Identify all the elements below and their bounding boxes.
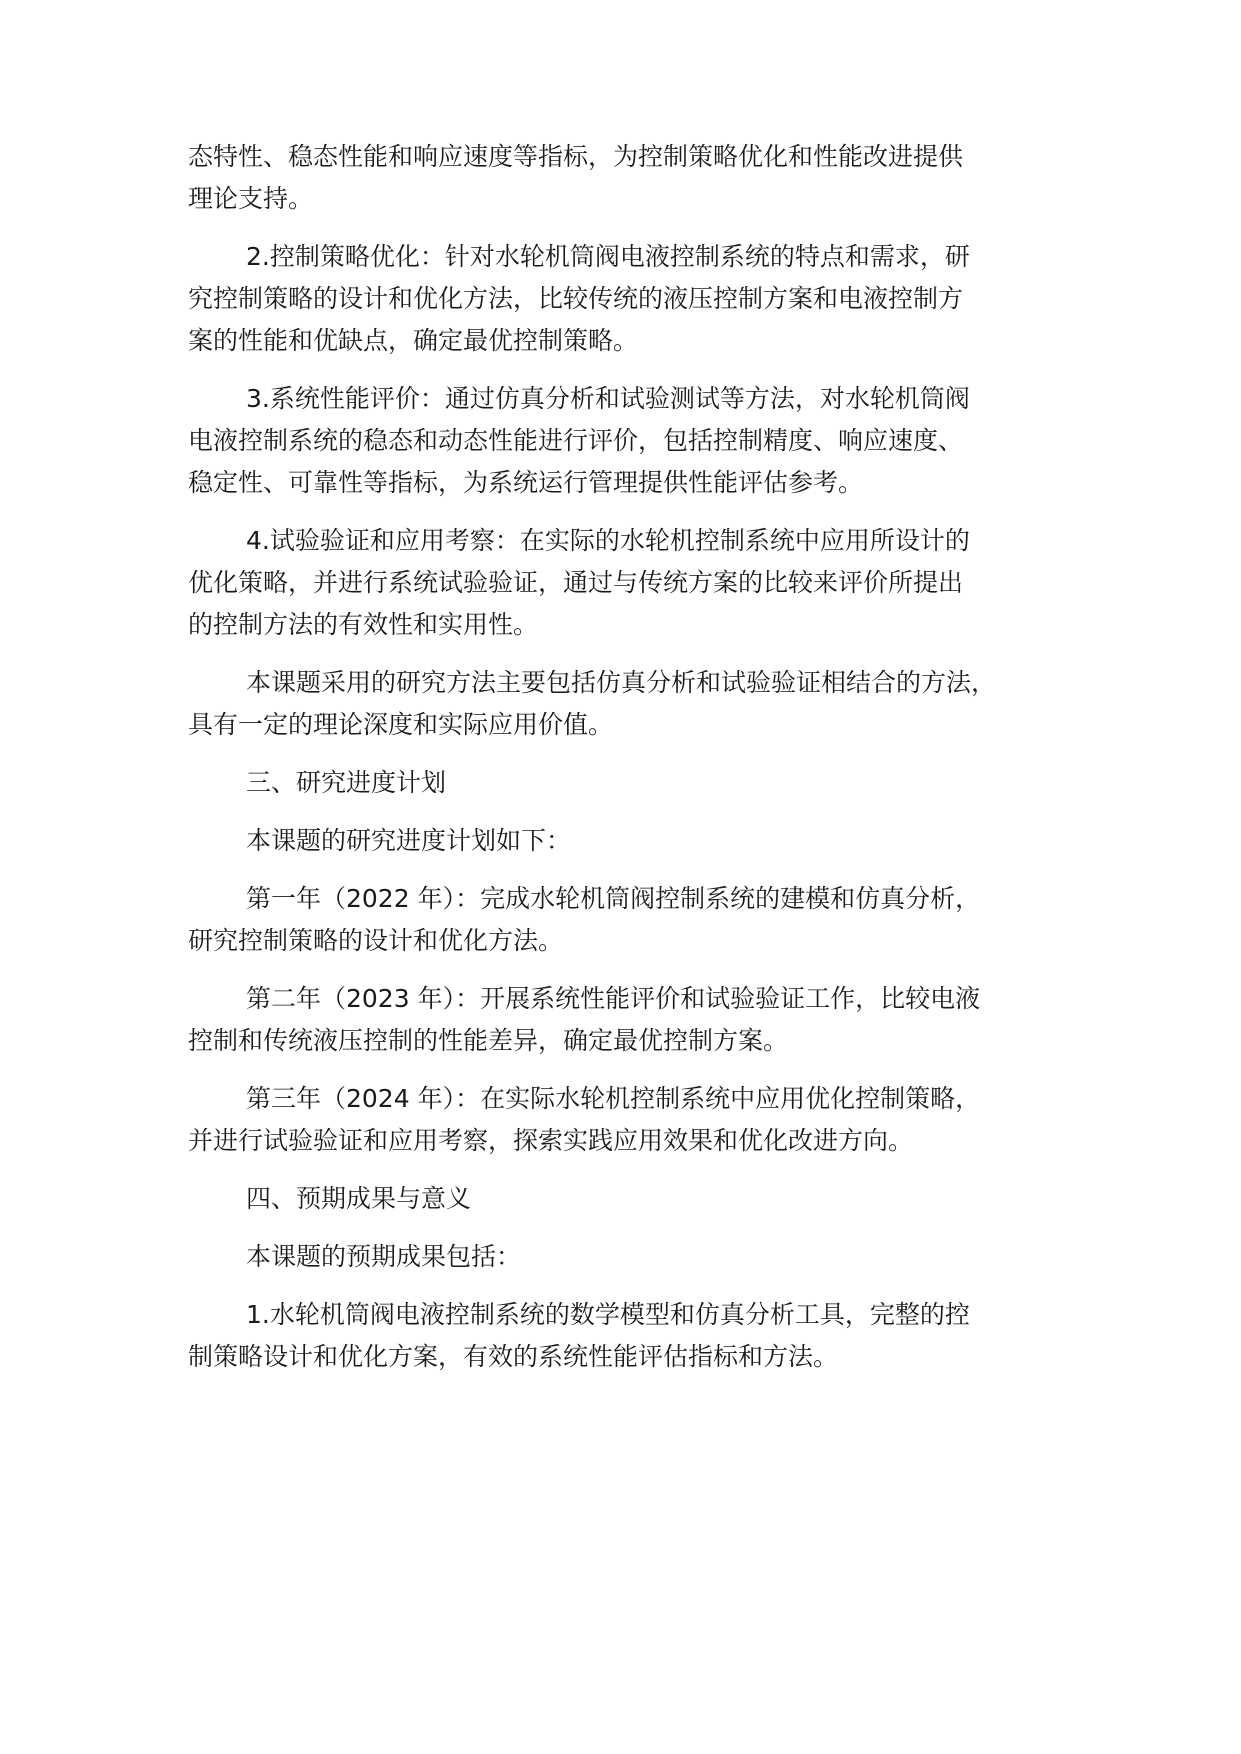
paragraph-line: 控制和传统液压控制的性能差异，确定最优控制方案。 xyxy=(188,1026,789,1055)
paragraph-line: 具有一定的理论深度和实际应用价值。 xyxy=(188,710,614,739)
paragraph-line: 理论支持。 xyxy=(188,184,314,213)
paragraph-line: 优化策略，并进行系统试验验证，通过与传统方案的比较来评价所提出 xyxy=(188,568,964,597)
paragraph-line: 并进行试验验证和应用考察，探索实践应用效果和优化改进方向。 xyxy=(188,1126,914,1155)
paragraph-line: 态特性、稳态性能和响应速度等指标，为控制策略优化和性能改进提供 xyxy=(188,142,964,171)
paragraph-line: 究控制策略的设计和优化方法，比较传统的液压控制方案和电液控制方 xyxy=(188,284,964,313)
paragraph-line: 制策略设计和优化方案，有效的系统性能评估指标和方法。 xyxy=(188,1342,839,1371)
paragraph-line: 4.试验验证和应用考察：在实际的水轮机控制系统中应用所设计的 xyxy=(246,526,970,555)
paragraph-line: 3.系统性能评价：通过仿真分析和试验测试等方法，对水轮机筒阀 xyxy=(246,384,970,413)
paragraph-line: 第三年（2024 年）：在实际水轮机控制系统中应用优化控制策略， xyxy=(246,1084,981,1113)
paragraph-line: 本课题的预期成果包括： xyxy=(246,1242,522,1271)
paragraph-line: 本课题的研究进度计划如下： xyxy=(246,826,572,855)
section-heading: 三、研究进度计划 xyxy=(246,768,447,797)
paragraph-line: 稳定性、可靠性等指标，为系统运行管理提供性能评估参考。 xyxy=(188,468,864,497)
paragraph-line: 2.控制策略优化：针对水轮机筒阀电液控制系统的特点和需求，研 xyxy=(246,242,970,271)
paragraph-line: 第二年（2023 年）：开展系统性能评价和试验验证工作，比较电液 xyxy=(246,984,981,1013)
paragraph-line: 电液控制系统的稳态和动态性能进行评价，包括控制精度、响应速度、 xyxy=(188,426,964,455)
paragraph-line: 的控制方法的有效性和实用性。 xyxy=(188,610,539,639)
section-heading: 四、预期成果与意义 xyxy=(246,1184,472,1213)
paragraph-line: 第一年（2022 年）：完成水轮机筒阀控制系统的建模和仿真分析， xyxy=(246,884,981,913)
paragraph-line: 1.水轮机筒阀电液控制系统的数学模型和仿真分析工具，完整的控 xyxy=(246,1300,970,1329)
paragraph-line: 研究控制策略的设计和优化方法。 xyxy=(188,926,564,955)
paragraph-line: 本课题采用的研究方法主要包括仿真分析和试验验证相结合的方法， xyxy=(246,668,997,697)
paragraph-line: 案的性能和优缺点，确定最优控制策略。 xyxy=(188,326,639,355)
